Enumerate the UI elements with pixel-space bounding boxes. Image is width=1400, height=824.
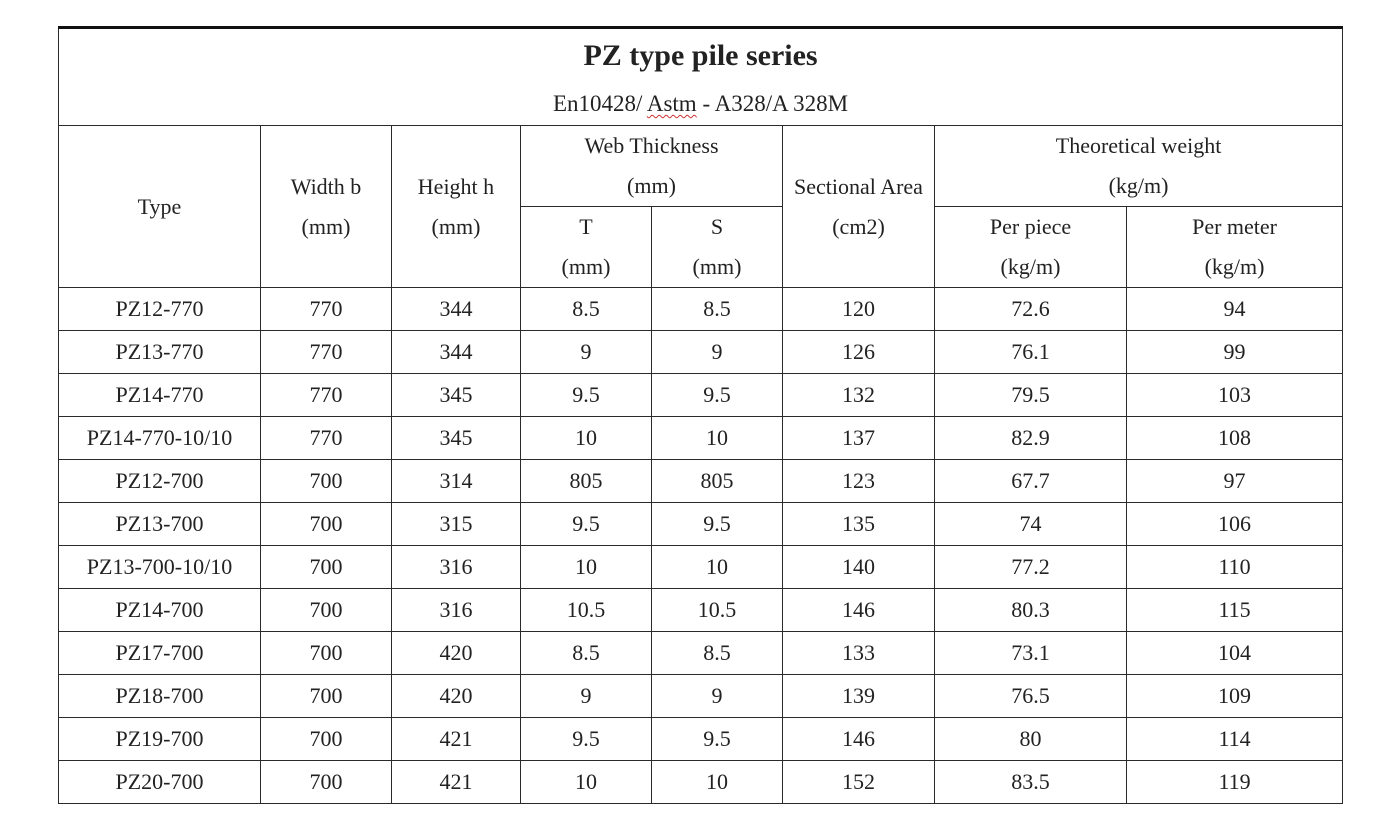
header-s-unit: (mm)	[692, 254, 742, 279]
header-width-unit: (mm)	[301, 213, 351, 239]
subtitle-suffix: - A328/A 328M	[696, 91, 849, 116]
table-title-cell	[59, 28, 1343, 126]
header-piece-unit: (kg/m)	[1000, 254, 1061, 279]
header-width-label: Width b	[290, 173, 362, 199]
cell-height: 345	[392, 417, 521, 460]
pile-spec-table	[58, 26, 1343, 804]
cell-area: 132	[783, 374, 935, 417]
cell-s: 9.5	[652, 503, 783, 546]
cell-per-meter: 109	[1127, 675, 1343, 718]
cell-width: 700	[261, 460, 392, 503]
cell-height: 344	[392, 331, 521, 374]
header-height	[392, 126, 521, 288]
table-row	[59, 546, 1343, 589]
header-meter-unit: (kg/m)	[1204, 254, 1265, 279]
cell-area: 135	[783, 503, 935, 546]
table-row	[59, 589, 1343, 632]
table-row	[59, 761, 1343, 804]
cell-height: 345	[392, 374, 521, 417]
cell-type: PZ14-770-10/10	[59, 417, 261, 460]
cell-height: 315	[392, 503, 521, 546]
header-area-unit: (cm2)	[832, 213, 885, 239]
cell-width: 770	[261, 417, 392, 460]
header-height-label: Height h	[417, 173, 495, 199]
cell-area: 137	[783, 417, 935, 460]
table-row	[59, 632, 1343, 675]
cell-t: 10	[521, 761, 652, 804]
cell-height: 314	[392, 460, 521, 503]
cell-per-piece: 82.9	[935, 417, 1127, 460]
cell-area: 139	[783, 675, 935, 718]
cell-s: 9	[652, 675, 783, 718]
cell-t: 8.5	[521, 288, 652, 331]
cell-width: 700	[261, 546, 392, 589]
cell-type: PZ17-700	[59, 632, 261, 675]
table-row	[59, 374, 1343, 417]
cell-type: PZ18-700	[59, 675, 261, 718]
cell-per-meter: 115	[1127, 589, 1343, 632]
cell-height: 420	[392, 632, 521, 675]
cell-per-piece: 67.7	[935, 460, 1127, 503]
cell-type: PZ19-700	[59, 718, 261, 761]
cell-per-meter: 108	[1127, 417, 1343, 460]
cell-t: 9	[521, 331, 652, 374]
cell-s: 9	[652, 331, 783, 374]
cell-area: 133	[783, 632, 935, 675]
cell-per-piece: 73.1	[935, 632, 1127, 675]
table-row	[59, 460, 1343, 503]
header-s	[652, 207, 783, 288]
cell-height: 316	[392, 546, 521, 589]
header-height-unit: (mm)	[431, 213, 481, 239]
cell-type: PZ20-700	[59, 761, 261, 804]
cell-type: PZ13-700-10/10	[59, 546, 261, 589]
table-row	[59, 331, 1343, 374]
cell-type: PZ13-770	[59, 331, 261, 374]
cell-per-meter: 114	[1127, 718, 1343, 761]
spec-sheet	[58, 26, 1342, 804]
cell-area: 146	[783, 589, 935, 632]
cell-per-meter: 94	[1127, 288, 1343, 331]
cell-type: PZ12-770	[59, 288, 261, 331]
cell-width: 700	[261, 718, 392, 761]
cell-per-meter: 119	[1127, 761, 1343, 804]
cell-width: 700	[261, 632, 392, 675]
cell-s: 805	[652, 460, 783, 503]
cell-width: 700	[261, 589, 392, 632]
cell-height: 316	[392, 589, 521, 632]
table-subtitle	[59, 91, 1342, 117]
cell-s: 9.5	[652, 374, 783, 417]
header-type	[59, 126, 261, 288]
cell-s: 8.5	[652, 288, 783, 331]
header-t-unit: (mm)	[561, 254, 611, 279]
cell-width: 770	[261, 288, 392, 331]
header-sectional-area	[783, 126, 935, 288]
table-row	[59, 503, 1343, 546]
header-width	[261, 126, 392, 288]
header-per-meter	[1127, 207, 1343, 288]
table-row	[59, 417, 1343, 460]
header-piece-label: Per piece	[989, 214, 1072, 239]
cell-s: 9.5	[652, 718, 783, 761]
cell-area: 152	[783, 761, 935, 804]
cell-per-piece: 80.3	[935, 589, 1127, 632]
header-weight-unit: (kg/m)	[1108, 173, 1169, 198]
cell-t: 9.5	[521, 718, 652, 761]
subtitle-astm: Astm	[646, 91, 697, 116]
cell-per-piece: 76.5	[935, 675, 1127, 718]
cell-s: 10	[652, 546, 783, 589]
cell-per-meter: 106	[1127, 503, 1343, 546]
header-meter-label: Per meter	[1192, 214, 1277, 239]
cell-width: 700	[261, 675, 392, 718]
header-t	[521, 207, 652, 288]
cell-s: 8.5	[652, 632, 783, 675]
cell-per-meter: 97	[1127, 460, 1343, 503]
cell-area: 140	[783, 546, 935, 589]
cell-per-piece: 77.2	[935, 546, 1127, 589]
cell-width: 700	[261, 503, 392, 546]
cell-t: 805	[521, 460, 652, 503]
header-s-label: S	[710, 214, 724, 239]
cell-t: 8.5	[521, 632, 652, 675]
cell-t: 9.5	[521, 503, 652, 546]
cell-s: 10	[652, 417, 783, 460]
cell-width: 770	[261, 331, 392, 374]
header-t-label: T	[579, 214, 593, 239]
cell-s: 10	[652, 761, 783, 804]
cell-per-meter: 104	[1127, 632, 1343, 675]
cell-type: PZ13-700	[59, 503, 261, 546]
cell-per-piece: 74	[935, 503, 1127, 546]
cell-t: 10	[521, 546, 652, 589]
table-title: PZ type pile series	[583, 39, 818, 72]
table-row	[59, 675, 1343, 718]
cell-type: PZ14-770	[59, 374, 261, 417]
cell-per-piece: 79.5	[935, 374, 1127, 417]
cell-width: 700	[261, 761, 392, 804]
header-web-label: Web Thickness	[584, 133, 719, 158]
table-row	[59, 718, 1343, 761]
cell-area: 146	[783, 718, 935, 761]
header-area-label: Sectional Area	[794, 173, 923, 199]
cell-t: 10.5	[521, 589, 652, 632]
cell-per-piece: 83.5	[935, 761, 1127, 804]
cell-height: 344	[392, 288, 521, 331]
cell-t: 9.5	[521, 374, 652, 417]
cell-type: PZ14-700	[59, 589, 261, 632]
cell-per-piece: 72.6	[935, 288, 1127, 331]
cell-per-meter: 99	[1127, 331, 1343, 374]
cell-s: 10.5	[652, 589, 783, 632]
cell-per-meter: 110	[1127, 546, 1343, 589]
cell-area: 120	[783, 288, 935, 331]
cell-area: 123	[783, 460, 935, 503]
cell-area: 126	[783, 331, 935, 374]
cell-height: 421	[392, 718, 521, 761]
cell-width: 770	[261, 374, 392, 417]
cell-per-piece: 80	[935, 718, 1127, 761]
cell-per-meter: 103	[1127, 374, 1343, 417]
header-per-piece	[935, 207, 1127, 288]
cell-per-piece: 76.1	[935, 331, 1127, 374]
cell-t: 10	[521, 417, 652, 460]
header-weight-label: Theoretical weight	[1055, 133, 1222, 158]
header-web-unit: (mm)	[627, 173, 676, 198]
header-type-label: Type	[137, 193, 182, 219]
table-row	[59, 288, 1343, 331]
cell-height: 420	[392, 675, 521, 718]
subtitle-prefix: En10428/	[552, 91, 647, 116]
cell-t: 9	[521, 675, 652, 718]
header-web-thickness	[521, 126, 783, 207]
cell-height: 421	[392, 761, 521, 804]
header-theoretical-weight	[935, 126, 1343, 207]
cell-type: PZ12-700	[59, 460, 261, 503]
